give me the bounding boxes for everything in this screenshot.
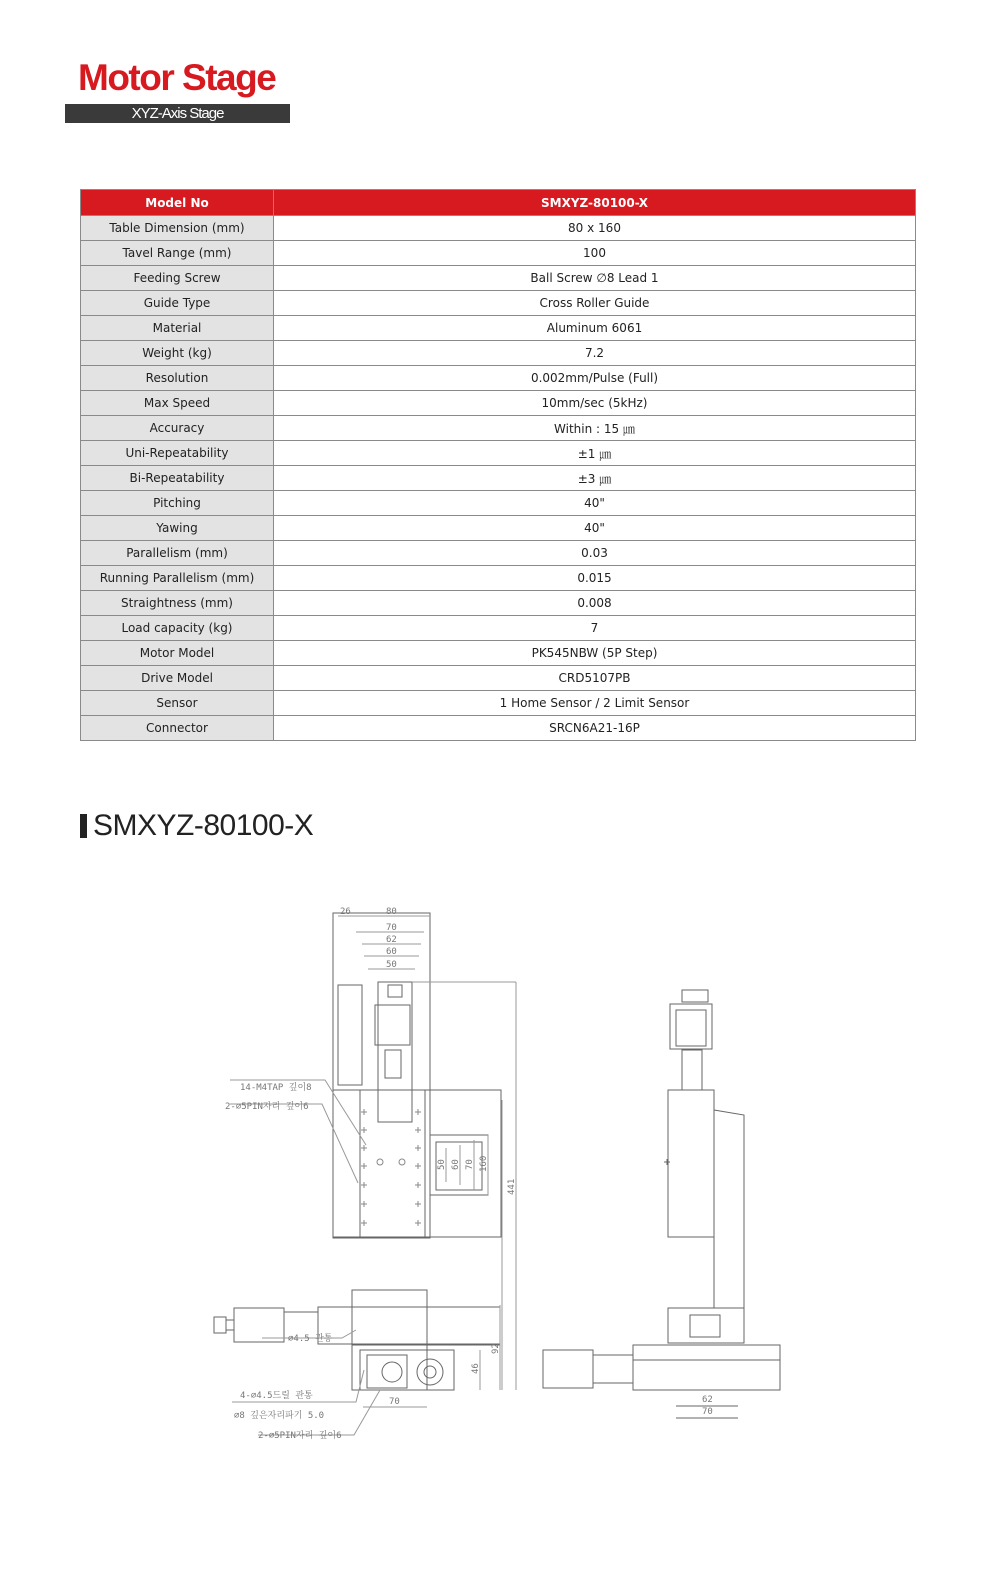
spec-row bbox=[81, 591, 916, 616]
callout-labels bbox=[225, 1081, 342, 1441]
front-dimension-lines bbox=[230, 916, 516, 1435]
spec-value: 80 x 160 bbox=[274, 216, 916, 241]
spec-value: Cross Roller Guide bbox=[274, 291, 916, 316]
spec-row bbox=[81, 416, 916, 441]
dim-side-3: 160 bbox=[479, 1155, 489, 1172]
front-z-column bbox=[333, 913, 501, 1238]
dim-side-4: 441 bbox=[507, 1178, 517, 1195]
dim-top-2: 70 bbox=[386, 923, 397, 933]
spec-value: 0.015 bbox=[274, 566, 916, 591]
spec-label: Feeding Screw bbox=[81, 266, 274, 291]
spec-value: 40" bbox=[274, 516, 916, 541]
dim-bottom-front: 70 bbox=[389, 1397, 400, 1407]
spec-row bbox=[81, 466, 916, 491]
spec-label: Connector bbox=[81, 716, 274, 741]
spec-row bbox=[81, 316, 916, 341]
dim-bottom-side-0: 62 bbox=[702, 1395, 713, 1405]
spec-value: Aluminum 6061 bbox=[274, 316, 916, 341]
dim-bottom-side-1: 70 bbox=[702, 1407, 713, 1417]
spec-value: SRCN6A21-16P bbox=[274, 716, 916, 741]
dim-top-1: 80 bbox=[386, 907, 397, 917]
spec-label: Weight (kg) bbox=[81, 341, 274, 366]
spec-label: Bi-Repeatability bbox=[81, 466, 274, 491]
spec-value: 1 Home Sensor / 2 Limit Sensor bbox=[274, 691, 916, 716]
spec-row bbox=[81, 241, 916, 266]
section-title bbox=[80, 806, 313, 846]
dim-top-4: 60 bbox=[386, 947, 397, 957]
spec-row bbox=[81, 641, 916, 666]
spec-value: 0.008 bbox=[274, 591, 916, 616]
spec-value: CRD5107PB bbox=[274, 666, 916, 691]
spec-value: 40" bbox=[274, 491, 916, 516]
spec-row bbox=[81, 616, 916, 641]
dim-side-5: 46 bbox=[471, 1363, 481, 1374]
spec-label: Tavel Range (mm) bbox=[81, 241, 274, 266]
spec-label: Resolution bbox=[81, 366, 274, 391]
dim-side-1: 60 bbox=[451, 1159, 461, 1170]
spec-value: ±3 ㎛ bbox=[274, 466, 916, 491]
spec-row bbox=[81, 366, 916, 391]
spec-header-row bbox=[81, 190, 916, 216]
spec-label: Max Speed bbox=[81, 391, 274, 416]
spec-label: Parallelism (mm) bbox=[81, 541, 274, 566]
spec-row bbox=[81, 216, 916, 241]
dim-side-6: 92 bbox=[491, 1343, 501, 1354]
spec-row bbox=[81, 516, 916, 541]
dim-top-0: 26 bbox=[340, 907, 351, 917]
spec-label: Motor Model bbox=[81, 641, 274, 666]
spec-value: 7 bbox=[274, 616, 916, 641]
brand-title: Motor Stage bbox=[78, 57, 276, 98]
spec-header-value: SMXYZ-80100-X bbox=[274, 190, 916, 216]
callout-thru: ∅4.5 관통 bbox=[288, 1334, 333, 1344]
brand-subtitle: XYZ-Axis Stage bbox=[131, 105, 224, 122]
spec-row bbox=[81, 541, 916, 566]
spec-label: Pitching bbox=[81, 491, 274, 516]
technical-drawing bbox=[0, 890, 1000, 1450]
spec-row bbox=[81, 441, 916, 466]
dimension-labels bbox=[340, 907, 713, 1417]
front-x-base bbox=[214, 1290, 500, 1390]
spec-row bbox=[81, 716, 916, 741]
spec-row bbox=[81, 266, 916, 291]
callout-tap: 14-M4TAP 깊이8 bbox=[240, 1083, 312, 1093]
spec-row bbox=[81, 691, 916, 716]
spec-label: Running Parallelism (mm) bbox=[81, 566, 274, 591]
spec-value: Within : 15 ㎛ bbox=[274, 416, 916, 441]
spec-row bbox=[81, 566, 916, 591]
spec-label: Sensor bbox=[81, 691, 274, 716]
callout-counterbore: ∅8 깊은자리파기 5.0 bbox=[234, 1411, 325, 1421]
spec-row bbox=[81, 291, 916, 316]
side-view bbox=[543, 990, 780, 1418]
section-marker bbox=[80, 814, 87, 838]
callout-pin-bottom: 2-∅5PIN자리 깊이6 bbox=[258, 1431, 342, 1441]
spec-label: Accuracy bbox=[81, 416, 274, 441]
spec-label: Drive Model bbox=[81, 666, 274, 691]
spec-label: Guide Type bbox=[81, 291, 274, 316]
spec-label: Uni-Repeatability bbox=[81, 441, 274, 466]
spec-row bbox=[81, 491, 916, 516]
spec-label: Table Dimension (mm) bbox=[81, 216, 274, 241]
spec-row bbox=[81, 666, 916, 691]
spec-value: ±1 ㎛ bbox=[274, 441, 916, 466]
section-title-text: SMXYZ-80100-X bbox=[93, 809, 314, 842]
spec-table bbox=[80, 189, 916, 741]
spec-label: Straightness (mm) bbox=[81, 591, 274, 616]
spec-header-label: Model No bbox=[81, 190, 274, 216]
callout-drill: 4-∅4.5드릴 관통 bbox=[240, 1391, 313, 1401]
spec-value: Ball Screw ∅8 Lead 1 bbox=[274, 266, 916, 291]
spec-row bbox=[81, 391, 916, 416]
spec-label: Yawing bbox=[81, 516, 274, 541]
spec-value: 100 bbox=[274, 241, 916, 266]
spec-label: Material bbox=[81, 316, 274, 341]
front-tap-holes bbox=[361, 1109, 421, 1226]
dim-top-5: 50 bbox=[386, 960, 397, 970]
dim-side-2: 70 bbox=[465, 1159, 475, 1170]
dim-top-3: 62 bbox=[386, 935, 397, 945]
spec-value: 0.002mm/Pulse (Full) bbox=[274, 366, 916, 391]
spec-value: 10mm/sec (5kHz) bbox=[274, 391, 916, 416]
dim-side-0: 50 bbox=[437, 1159, 447, 1170]
spec-value: 7.2 bbox=[274, 341, 916, 366]
callout-pin-top: 2-∅5PIN자리 깊이6 bbox=[225, 1102, 309, 1112]
spec-label: Load capacity (kg) bbox=[81, 616, 274, 641]
spec-value: 0.03 bbox=[274, 541, 916, 566]
spec-row bbox=[81, 341, 916, 366]
spec-value: PK545NBW (5P Step) bbox=[274, 641, 916, 666]
brand-subtitle-bar bbox=[65, 104, 290, 123]
